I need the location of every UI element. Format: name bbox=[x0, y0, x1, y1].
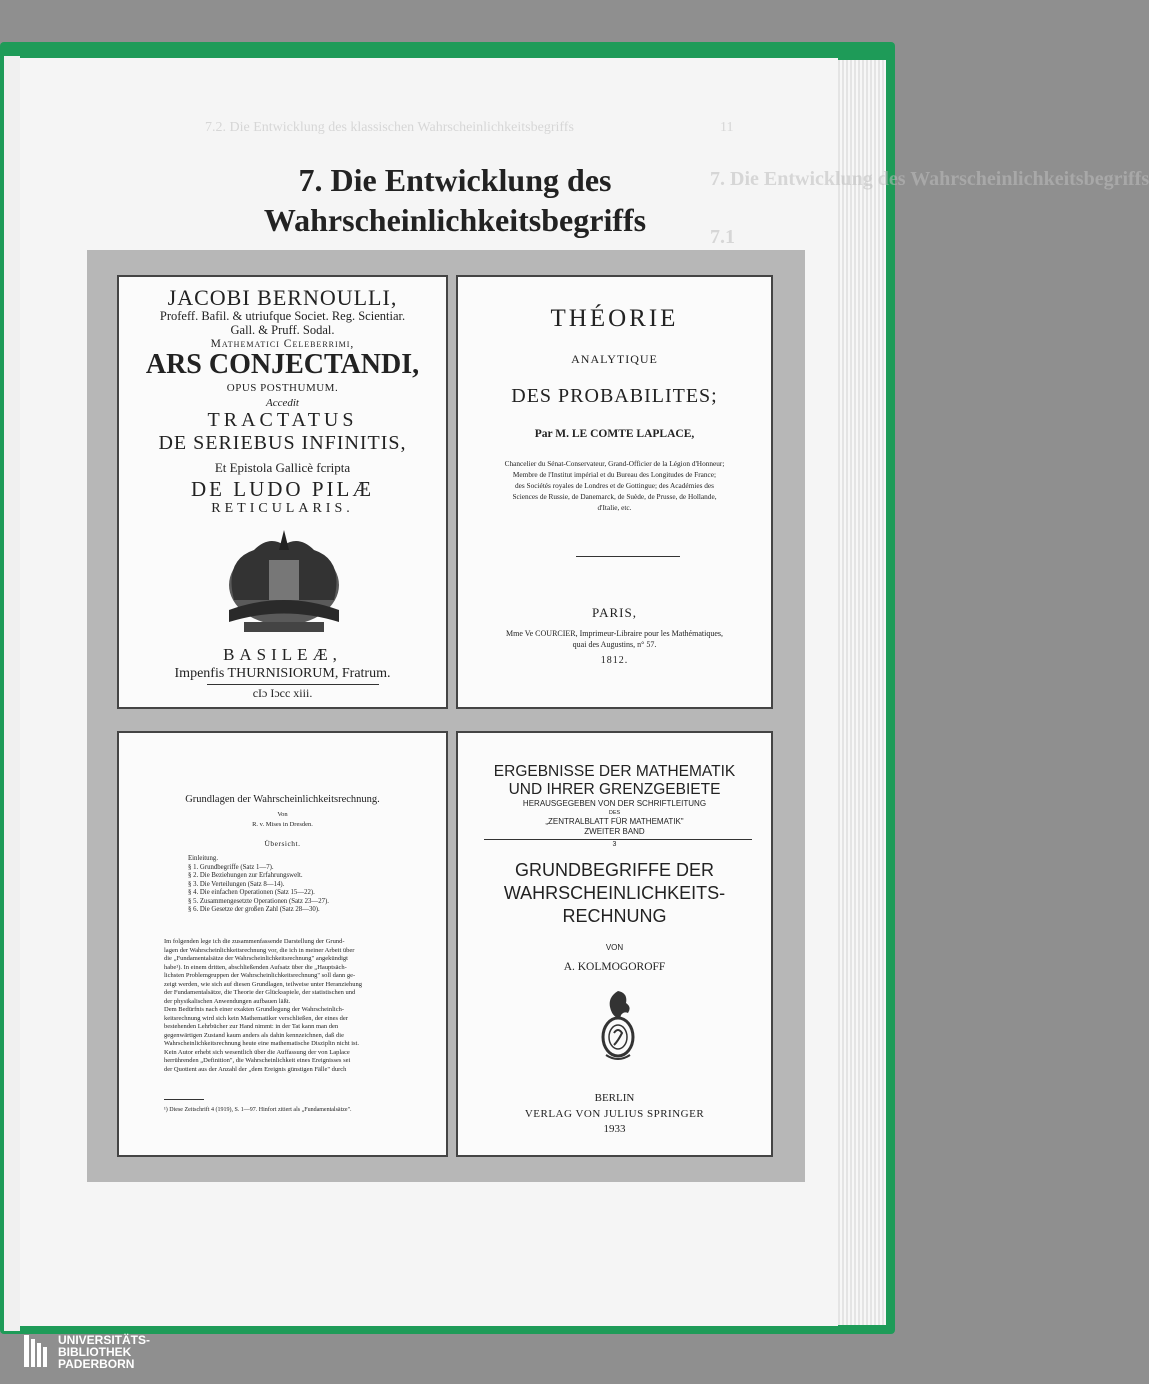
mises-body-line: lagen der Wahrscheinlichkeitsrechnung vor, die ich in meiner Arbeit über bbox=[164, 946, 355, 954]
laplace-probabilites: DES PROBABILITES; bbox=[511, 385, 718, 407]
laplace-printer: Mme Ve COURCIER, Imprimeur-Libraire pour les Mathématiques, bbox=[506, 629, 723, 638]
mises-body-line: gegenwärtigen Zustand kaum anders als dahin kennzeichnen, daß die bbox=[164, 1031, 344, 1039]
mises-body-line: herrührenden „Definition", die Wahrscheinlichkeit eines Ereignisses sei bbox=[164, 1057, 351, 1064]
kolmogoroff-year: 1933 bbox=[603, 1123, 626, 1135]
mises-body-line: die „Fundamentalsätze der Wahrscheinlichkeitsrechnung" angekündigt bbox=[164, 955, 348, 962]
kolmogoroff-von: VON bbox=[605, 943, 624, 952]
mises-toc-item: § 3. Die Verteilungen (Satz 8—14). bbox=[188, 880, 285, 888]
kolmogoroff-title-page bbox=[456, 731, 773, 1157]
page-title-line-2: Wahrscheinlichkeitsbegriffs bbox=[263, 202, 647, 238]
ghost-page-number: 11 bbox=[720, 120, 734, 135]
mises-toc bbox=[188, 855, 329, 915]
bernoulli-affiliation-1: Profeff. Bafil. & utriufque Societ. Reg. Scientiar. bbox=[159, 309, 406, 323]
laplace-titles-2: Membre de l'Institut impérial et du Bureau des Longitudes de France; bbox=[512, 470, 717, 479]
mises-toc-item: § 4. Die einfachen Operationen (Satz 15—22). bbox=[188, 889, 315, 896]
bernoulli-author: JACOBI BERNOULLI, bbox=[167, 285, 398, 310]
kolmogoroff-series-2: UND IHRER GRENZGEBIETE bbox=[508, 781, 721, 798]
mises-overview-heading: Übersicht. bbox=[264, 839, 301, 848]
laplace-rule bbox=[576, 556, 680, 557]
mises-toc-item: § 5. Zusammengesetzte Operationen (Satz 23—27). bbox=[188, 897, 329, 905]
laplace-theorie: THÉORIE bbox=[550, 305, 679, 332]
laplace-titles-5: d'Italie, etc. bbox=[597, 503, 632, 512]
kolmogoroff-zentralblatt: „ZENTRALBLATT FÜR MATHEMATIK" bbox=[545, 817, 684, 826]
mises-author: R. v. Mises in Dresden. bbox=[252, 821, 313, 828]
laplace-titles-4: Sciences de Russie, de Danemarck, de Suède, de Prusse, de Hollande, bbox=[512, 492, 717, 501]
kolmogoroff-city: BERLIN bbox=[594, 1092, 635, 1104]
bernoulli-main-title: ARS CONJECTANDI, bbox=[145, 349, 420, 380]
laplace-address: quai des Augustins, n° 57. bbox=[572, 640, 657, 649]
left-page-sliver bbox=[4, 56, 20, 1331]
kolmogoroff-title-3: RECHNUNG bbox=[562, 906, 667, 926]
bernoulli-affiliation-2: Gall. & Pruff. Sodal. bbox=[230, 323, 335, 337]
mises-body-line: habe¹). In einem dritten, abschließenden Aufsatz über die „Hauptsäch- bbox=[164, 963, 347, 971]
mises-body-line: der Quotient aus der Anzahl der „dem Ereignis günstigen Fälle" durch bbox=[164, 1065, 347, 1073]
bernoulli-epistola: Et Epistola Gallicè fcripta bbox=[214, 460, 351, 475]
bernoulli-reticularis: RETICULARIS. bbox=[211, 501, 354, 516]
library-logo-line-1: UNIVERSITÄTS- bbox=[58, 1333, 151, 1347]
bernoulli-ludo-pilae: DE LUDO PILÆ bbox=[191, 477, 374, 501]
library-logo-text bbox=[58, 1334, 150, 1370]
library-logo-line-3: PADERBORN bbox=[58, 1357, 135, 1371]
bernoulli-rule bbox=[207, 684, 379, 685]
mises-footnote-rule bbox=[164, 1099, 204, 1100]
laplace-year: 1812. bbox=[600, 655, 629, 666]
mises-body-line: Dem Bedürfnis nach einer exakten Grundlegung der Wahrscheinlich- bbox=[164, 1006, 345, 1013]
bernoulli-year: cIɔ Iɔcc xiii. bbox=[252, 686, 313, 700]
mises-toc-item: Einleitung. bbox=[188, 855, 219, 862]
mises-toc-item: § 2. Die Beziehungen zur Erfahrungswelt. bbox=[188, 872, 303, 879]
mises-body-line: keitsrechnung wird sich kein Mathematiker verschließen, der eines der bbox=[164, 1014, 348, 1022]
ghost-heading: 7. Die Entwicklung des Wahrscheinlichkeitsbegriffs bbox=[710, 168, 1149, 190]
bernoulli-opus: OPUS POSTHUMUM. bbox=[226, 382, 339, 394]
kolmogoroff-editor: HERAUSGEGEBEN VON DER SCHRIFTLEITUNG bbox=[522, 799, 707, 808]
mises-body-line: Im folgenden lege ich die zusammenfassende Darstellung der Grund- bbox=[164, 938, 345, 945]
kolmogoroff-title-2: WAHRSCHEINLICHKEITS- bbox=[503, 883, 726, 903]
mises-body-line: zeigt werden, wie sich auf diesen Grundlagen, teilweise unter Heranziehung bbox=[164, 980, 362, 988]
mises-footnote: ¹) Diese Zeitschrift 4 (1919), S. 1—97. Hinfort zitiert als „Fundamentalsätze". bbox=[164, 1107, 352, 1113]
bernoulli-series: DE SERIEBUS INFINITIS, bbox=[158, 432, 407, 454]
laplace-city: PARIS, bbox=[592, 605, 637, 620]
kolmogoroff-author: A. KOLMOGOROFF bbox=[563, 961, 666, 973]
mises-body-line: Kein Autor erhebt sich wesentlich über die Auffassung der von Laplace bbox=[164, 1048, 350, 1056]
library-logo-icon bbox=[24, 1335, 50, 1367]
kolmogoroff-rule bbox=[484, 839, 752, 840]
page-title-line-1: 7. Die Entwicklung des bbox=[298, 162, 612, 198]
laplace-author: Par M. LE COMTE LAPLACE, bbox=[534, 428, 695, 440]
mises-article-page bbox=[117, 731, 448, 1157]
ghost-section-number: 7.1 bbox=[710, 226, 735, 248]
mises-toc-item: § 1. Grundbegriffe (Satz 1—7). bbox=[188, 863, 274, 871]
bernoulli-accedit: Accedit bbox=[266, 397, 299, 409]
laplace-titles-1: Chancelier du Sénat-Conservateur, Grand-Officier de la Légion d'Honneur; bbox=[504, 459, 725, 468]
kolmogoroff-publisher: VERLAG VON JULIUS SPRINGER bbox=[524, 1108, 705, 1120]
mises-body-line: der physikalischen Anwendungen aufbauen läßt. bbox=[164, 997, 291, 1005]
bernoulli-publisher: Impenfis THURNISIORUM, Fratrum. bbox=[174, 666, 391, 681]
laplace-titles-3: des Sociétés royales de Londres et de Gottingue; des Académies des bbox=[515, 481, 714, 490]
mises-von: Von bbox=[277, 811, 288, 818]
springer-horse-logo-icon bbox=[596, 989, 640, 1063]
page-edges bbox=[830, 60, 886, 1325]
mises-body-line: Wahrscheinlichkeitsrechnung heute eine mathematische Disziplin nicht ist. bbox=[164, 1040, 359, 1047]
kolmogoroff-number: 3 bbox=[612, 841, 617, 848]
mises-title: Grundlagen der Wahrscheinlichkeitsrechnung. bbox=[185, 794, 380, 805]
kolmogoroff-series: ERGEBNISSE DER MATHEMATIK bbox=[493, 763, 736, 780]
mises-body bbox=[164, 938, 404, 1074]
mises-body-line: lichsten Problemgruppen der Wahrscheinlichkeitsrechnung" soll dann ge- bbox=[164, 972, 356, 979]
kolmogoroff-title-1: GRUNDBEGRIFFE DER bbox=[514, 860, 714, 880]
library-logo-line-2: BIBLIOTHEK bbox=[58, 1345, 132, 1359]
ghost-running-head: 7.2. Die Entwicklung des klassischen Wahrscheinlichkeitsbegriffs bbox=[205, 120, 574, 135]
kolmogoroff-des: DES bbox=[608, 810, 621, 816]
bernoulli-tractatus: TRACTATUS bbox=[207, 409, 358, 431]
kolmogoroff-volume: ZWEITER BAND bbox=[584, 827, 645, 836]
bernoulli-place: BASILEÆ, bbox=[223, 645, 342, 664]
laplace-title-page bbox=[456, 275, 773, 709]
bernoulli-title-page bbox=[117, 275, 448, 709]
mises-body-line: bestehenden Lehrbücher zur Hand nimmt: in der Tat kann man den bbox=[164, 1023, 339, 1030]
bernoulli-epithet: Mathematici Celeberrimi, bbox=[210, 338, 355, 350]
printer-emblem-icon bbox=[214, 530, 354, 640]
laplace-analytique: ANALYTIQUE bbox=[571, 352, 658, 366]
mises-body-line: der Fundamentalsätze, die Theorie der Glücksspiele, der statistischen und bbox=[164, 989, 356, 996]
mises-toc-item: § 6. Die Gesetze der großen Zahl (Satz 28—30). bbox=[188, 906, 320, 913]
